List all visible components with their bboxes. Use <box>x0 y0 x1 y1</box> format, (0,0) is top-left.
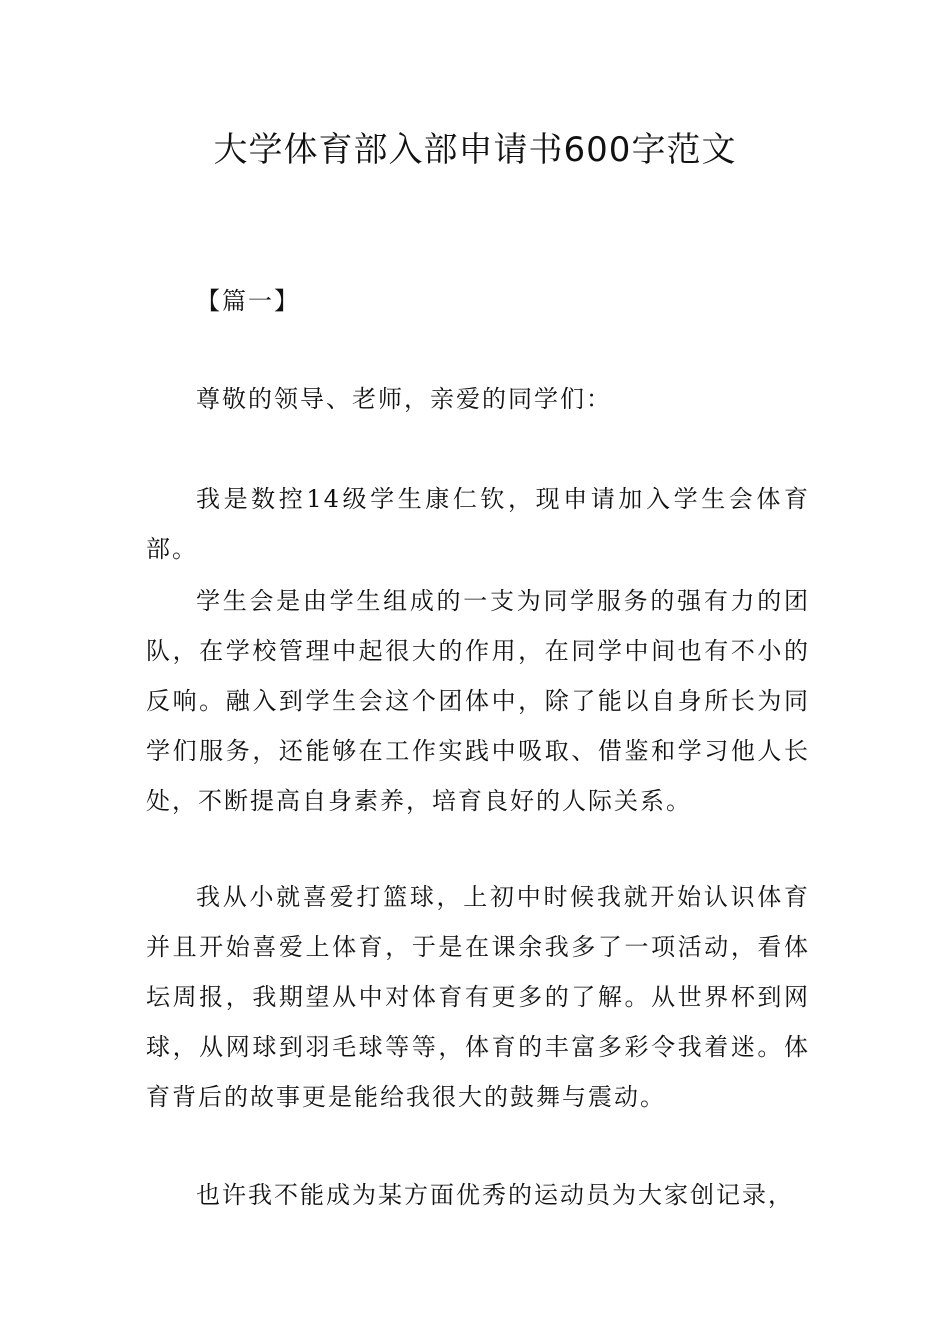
paragraph: 学生会是由学生组成的一支为同学服务的强有力的团队，在学校管理中起很大的作用，在同学中间也有不小的反响。融入到学生会这个团体中，除了能以自身所长为同学们服务，还能够在工作实践中吸取、借鉴和学习他人长处，不断提高自身素养，培育良好的人际关系。 <box>146 587 810 815</box>
section-label: 【篇一】 <box>196 287 300 315</box>
paragraph: 我从小就喜爱打篮球，上初中时候我就开始认识体育并且开始喜爱上体育，于是在课余我多了一项活动，看体坛周报，我期望从中对体育有更多的了解。从世界杯到网球，从网球到羽毛球等等，体育的丰富多彩令我着迷。体育背后的故事更是能给我很大的鼓舞与震动。 <box>146 883 810 1111</box>
document-title: 大学体育部入部申请书600字范文 <box>213 130 737 170</box>
paragraph: 也许我不能成为某方面优秀的运动员为大家创记录， <box>196 1181 794 1209</box>
salutation: 尊敬的领导、老师，亲爱的同学们： <box>196 385 612 413</box>
paragraph: 我是数控14级学生康仁钦，现申请加入学生会体育部。 <box>146 485 810 563</box>
